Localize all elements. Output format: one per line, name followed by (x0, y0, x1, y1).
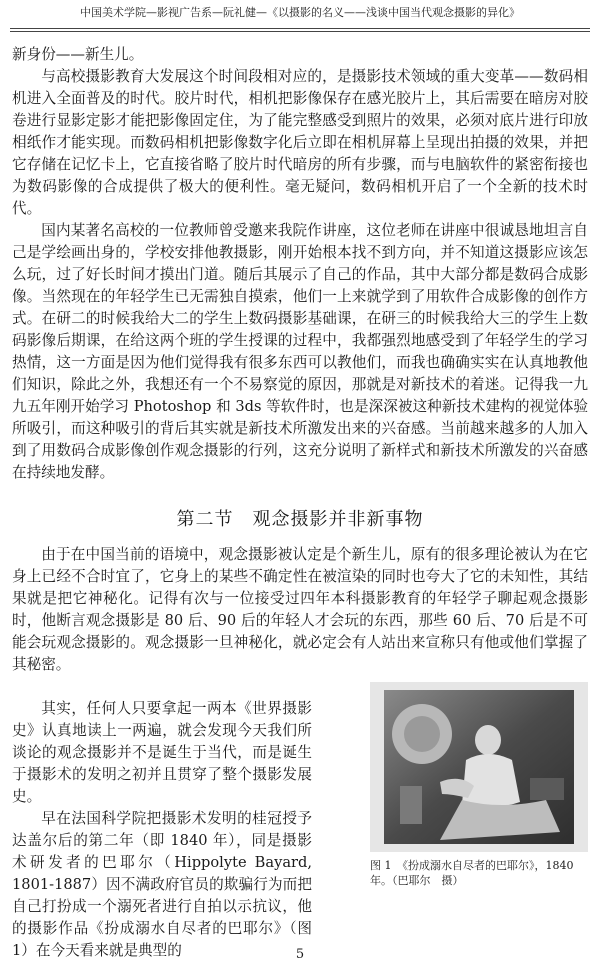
left-column-text (12, 698, 312, 962)
section-heading: 第二节 观念摄影并非新事物 (176, 509, 424, 530)
paragraph: 新身份——新生儿。 (12, 46, 144, 63)
figure-photo (370, 682, 588, 852)
paragraph: 由于在中国当前的语境中，观念摄影被认定是个新生儿，原有的很多理论被认为在它身上已经不合时宜了，它身上的某些不确定性在被渲染的同时也夸大了它的未知性，其结果就是把它神秘化。记得有次与一位接受过四年本科摄影教育的年轻学子聊起观念摄影时，他断言观念摄影是 80 后、90 后的年轻人才会玩的东西，那些 60 后、70 后是不可能会玩观念摄影的。观念摄影一旦神秘化，就必定会有人站出来宣称只有他或他们掌握了其秘密。 (12, 546, 588, 673)
section-text (12, 544, 588, 676)
page-number: 5 (295, 947, 305, 962)
figure-caption: 图 1 《扮成溺水自尽者的巴耶尔》，1840 年。（巴耶尔 摄） (370, 859, 574, 887)
running-header: 中国美术学院—影视广告系—阮礼健—《以摄影的名义——浅谈中国当代观念摄影的异化》 (80, 6, 520, 19)
main-text (12, 44, 588, 484)
paragraph: 与高校摄影教育大发展这个时间段相对应的，是摄影技术领域的重大变革——数码相机进入全面普及的时代。胶片时代，相机把影像保存在感光胶片上，其后需要在暗房对胶卷进行显影定影才能把影像固定住，为了能完整感受到照片的效果，必须对底片进行印放相纸作才能实现。而数码相机把影像数字化后立即在相机屏幕上呈现出拍摄的效果，并把它存储在记忆卡上，它直接省略了胶片时代暗房的所有步骤，而与电脑软件的紧密衔接也为数码影像的合成提供了极大的便利性。毫无疑问，数码相机开启了一个全新的技术时代。 (12, 68, 588, 217)
paragraph: 国内某著名高校的一位教师曾受邀来我院作讲座，这位老师在讲座中很诚恳地坦言自己是学绘画出身的，学校安排他教摄影，刚开始根本找不到方向，并不知道这摄影应该怎么玩，过了好长时间才摸出门道。随后其展示了自己的作品，其中大部分都是数码合成影像。当然现在的年轻学生已无需独自摸索，他们一上来就学到了用软件合成影像的创作方式。在研二的时候我给大二的学生上数码摄影基础课，在研三的时候我给大三的学生上数码影像后期课，在给这两个班的学生授课的过程中，我都强烈地感受到了年轻学生的学习热情，这一方面是因为他们觉得我有很多东西可以教他们，而我也确确实实在认真地教他们知识，除此之外，我想还有一个不易察觉的原因，那就是对新技术的着迷。记得我一九九五年刚开始学习 Photoshop 和 3ds 等软件时，也是深深被这种新技术建构的视觉体验所吸引，而这种吸引的背后其实就是新技术所激发出来的兴奋感。当前越来越多的人加入到了用数码合成影像创作观念摄影的行列，这充分说明了新样式和新技术所激发的兴奋感在持续地发酵。 (12, 222, 588, 481)
paragraph: 其实，任何人只要拿起一两本《世界摄影史》认真地读上一两遍，就会发现今天我们所谈论的观念摄影并不是诞生于当代，而是诞生于摄影术的发明之初并且贯穿了整个摄影发展史。 (12, 700, 312, 805)
paragraph: 早在法国科学院把摄影术发明的桂冠授予达盖尔后的第二年（即 1840 年），同是摄影术研发者的巴耶尔（Hippolyte Bayard, 1801-1887）因不满政府官员的欺骗行为而把自己打扮成一个溺死者进行自拍以示抗议，他的摄影作品《扮成溺水自尽者的巴耶尔》（图 1）在今天看来就是典型的 (12, 810, 312, 959)
header-rule (10, 28, 590, 32)
bayard-self-portrait-image (370, 682, 588, 852)
